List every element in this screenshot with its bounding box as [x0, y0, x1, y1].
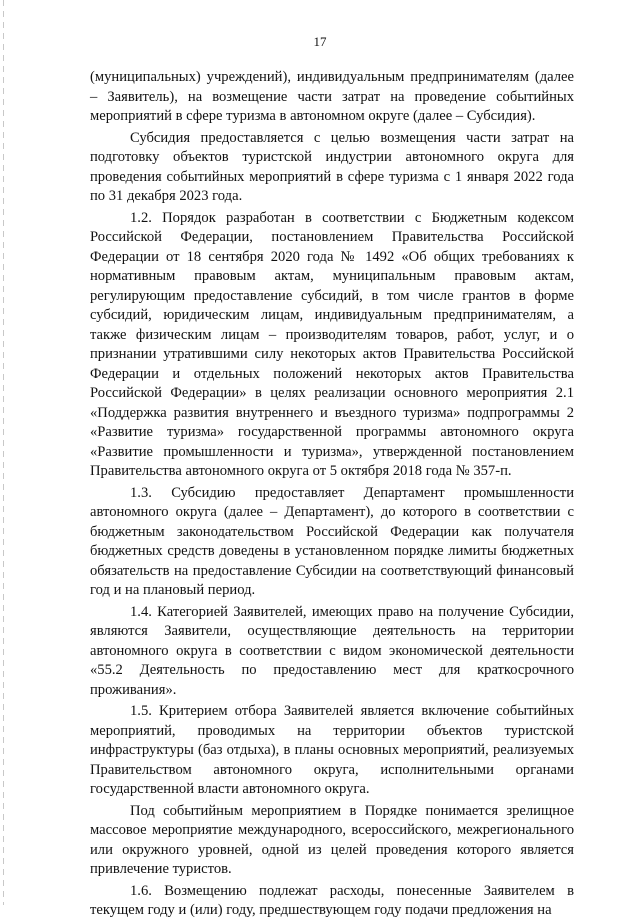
page-number: 17 [313, 34, 327, 49]
paragraph: 1.2. Порядок разработан в соответствии с Бюджетным кодексом Российской Федерации, постановлением Правительства Российской Федерации от 18 сентября 2020 года № 1492 «Об общих требованиях к нормативным правовым актам, муниципальным правовым актам, регулирующим предоставление субсидий, в том числе грантов в форме субсидий, юридическим лицам, индивидуальным предпринимателям, а также физическим лицам – производителям товаров, работ, услуг, и о признании утратившими силу некоторых актов Правительства Российской Федерации и отдельных положений некоторых актов Правительства Российской Федерации» в целях реализации основного мероприятия 2.1 «Поддержка развития внутреннего и въездного туризма» подпрограммы 2 «Развитие туризма» государственной программы автономного округа «Развитие промышленности и туризма», утвержденной постановлением Правительства автономного округа от 5 октября 2018 года № 357-п. [90, 209, 574, 479]
paragraph: Субсидия предоставляется с целью возмещения части затрат на подготовку объектов туристской индустрии автономного округа для проведения событийных мероприятий в сфере туризма с 1 января 2022 года по 31 декабря 2023 года. [90, 129, 574, 204]
paragraph: 1.5. Критерием отбора Заявителей является включение событийных мероприятий, проводимых на территории объектов туристской инфраструктуры (баз отдыха), в планы основных мероприятий, реализуемых Правительством автономного округа, исполнительными органами государственной власти автономного округа. [90, 703, 574, 797]
paragraph: Под событийным мероприятием в Порядке понимается зрелищное массовое мероприятие международного, всероссийского, межрегионального или окружного уровней, одной из целей проведения которого является привлечение туристов. [90, 802, 574, 877]
paragraph: 1.3. Субсидию предоставляет Департамент промышленности автономного округа (далее – Департамент), до которого в соответствии с бюджетным законодательством Российской Федерации как получателя бюджетных средств доведены в установленном порядке лимиты бюджетных обязательств на предоставление Субсидии на соответствующий финансовый год и на плановый период. [90, 484, 574, 598]
document-body [90, 68, 574, 923]
paragraph: 1.4. Категорией Заявителей, имеющих право на получение Субсидии, являются Заявители, осуществляющие деятельность на территории автономного округа в соответствии с видом экономической деятельности «55.2 Деятельность по предоставлению мест для краткосрочного проживания». [90, 603, 574, 698]
paragraph: (муниципальных) учреждений), индивидуальным предпринимателям (далее – Заявитель), на возмещение части затрат на проведение событийных мероприятий в сфере туризма в автономном округе (далее – Субсидия). [90, 69, 574, 124]
binding-edge [3, 0, 4, 905]
paragraph: 1.6. Возмещению подлежат расходы, понесенные Заявителем в текущем году и (или) году, предшествующем году подачи предложения на [90, 882, 574, 918]
